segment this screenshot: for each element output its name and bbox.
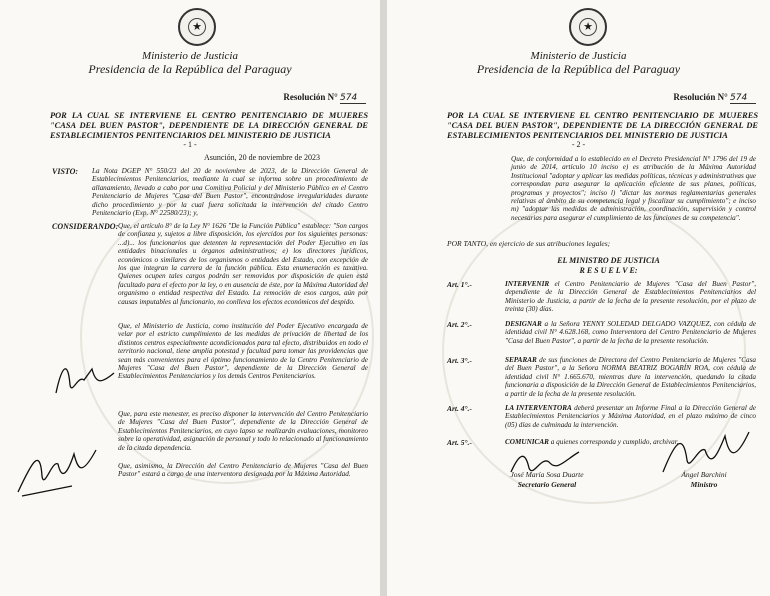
article-3-label: Art. 3°.- (447, 356, 472, 365)
article-2-lead: DESIGNAR (505, 320, 542, 328)
article-2-body: a la Señora YENNY SOLEDAD DELGADO VAZQUEZ, con cédula de identidad civil N° 4.628.168, como Interventora del Centro Penitenciario de Mujeres "Casa del Buen Pastor", a partir de la fecha de la presente resolución. (505, 320, 756, 345)
ministry-name: Ministerio de Justicia (530, 50, 627, 62)
considerando-paragraph-1: Que, el artículo 8° de la Ley N° 1626 "De la Función Pública" establece: "Son cargos de confianza y, sujetos a libre disposición, los ejercidos por los siguientes personas: ...d)... los funcionarios que detenten la representación del Poder Ejecutivo en las entidades binacionales u órganos administrativos; e) los directores jurídicos, económicos o similares de los organismos o entidades del Estado, con excepción de los que integran la carrera de la función pública. Esta enumeración es taxativa. Quienes ocupen tales cargos podrán ser removidos por disposición de quien está facultado para el efecto por la ley, o en ausencia de éste, por la Máxima Autoridad del organismo o entidad respectiva del Estado. La remoción de esos cargos, aún por causas imputables al funcionario, no conlleva los efectos económicos del despido. (118, 222, 368, 306)
article-4-body: deberá presentar un Informe Final a la Dirección General de Establecimientos Penitenciarios y Máxima Autoridad, en el plazo máximo de cinco (05) días de culminada la intervención. (505, 404, 756, 429)
resolution-title: POR LA CUAL SE INTERVIENE EL CENTRO PENITENCIARIO DE MUJERES "CASA DEL BUEN PASTOR", DEPENDIENTE DE LA DIRECCIÓN GENERAL DE ESTABLECIMIENTOS PENITENCIARIOS DEL MINISTERIO DE JUSTICIA (447, 111, 758, 140)
considerando-paragraph-3: Que, para este menester, es preciso disponer la intervención del Centro Penitenciario de Mujeres "Casa del Buen Pastor", dependiente de la Dirección General de Establecimientos Penitenciarios, en cuyo lapso se realizarán evaluaciones, monitoreo sobre la operatividad, asignación de personal y todo lo relacionado al funcionamiento de la citada dependencia. (118, 410, 368, 452)
article-1-label: Art. 1°.- (447, 280, 472, 289)
resolution-title: POR LA CUAL SE INTERVIENE EL CENTRO PENITENCIARIO DE MUJERES "CASA DEL BUEN PASTOR", DEPENDIENTE DE LA DIRECCIÓN GENERAL DE ESTABLECIMIENTOS PENITENCIARIOS DEL MINISTERIO DE JUSTICIA (50, 111, 368, 140)
letterhead (387, 50, 770, 76)
resolution-number-value: 574 (730, 93, 756, 104)
page-gutter (380, 0, 387, 596)
article-2-label: Art. 2°.- (447, 320, 472, 329)
presidency-name: Presidencia de la República del Paraguay (88, 62, 292, 76)
issue-date: Asunción, 20 de noviembre de 2023 (204, 153, 320, 162)
national-seal-icon: ★ (569, 8, 607, 46)
por-tanto-text: POR TANTO, en ejercicio de sus atribuciones legales; (447, 239, 611, 248)
page-number: - 2 - (571, 140, 586, 149)
article-5-label: Art. 5°.- (447, 438, 472, 447)
resolution-label: Resolución N° (673, 92, 728, 102)
resuelve-heading: R E S U E L V E: (579, 266, 638, 275)
minister-heading: EL MINISTRO DE JUSTICIA (557, 256, 660, 265)
document-page-2 (387, 0, 770, 596)
national-seal-icon: ★ (178, 8, 216, 46)
resolution-number (283, 92, 366, 104)
article-1-body: el Centro Penitenciario de Mujeres "Casa del Buen Pastor", dependiente de la Dirección General de Establecimientos Penitenciarios del Ministerio de Justicia, a partir de la fecha de la presente resolución, por el plazo de treinta (30) días. (505, 280, 756, 314)
article-4-label: Art. 4°.- (447, 404, 472, 413)
article-3-lead: SEPARAR (505, 356, 537, 364)
initials-signature (52, 355, 122, 400)
considerando-paragraph-4: Que, asimismo, la Dirección del Centro Penitenciario de Mujeres "Casa del Buen Pastor" estará a cargo de una interventora designada por la Máxima Autoridad. (118, 462, 368, 479)
resolution-label: Resolución N° (283, 92, 338, 102)
signature (12, 442, 102, 502)
article-3-text (505, 356, 756, 398)
presidency-name: Presidencia de la República del Paraguay (476, 62, 681, 76)
ministry-name: Ministerio de Justicia (142, 50, 238, 62)
article-5-lead: COMUNICAR (505, 438, 549, 446)
article-1-lead: INTERVENIR (505, 280, 550, 288)
article-5-body: a quienes corresponda y cumplido, archivar. (548, 438, 679, 446)
letterhead (0, 50, 380, 76)
considerando-paragraph-5: Que, de conformidad a lo establecido en el Decreto Presidencial N° 1796 del 19 de junio de 2014, artículo 10 inciso e) es atribución de la Máxima Autoridad Institucional "adoptar y aplicar las medidas políticas, técnicas y administrativas que correspondan para asegurar la aplicación eficiente de sus planes, políticas, programas y proyectos"; inciso l) "dictar las normas reglamentarias generales relativas al ámbito de su competencia legal y fiscalizar su cumplimiento"; e inciso m) "adoptar las medidas de administración, coordinación, supervisión y control necesarias para asegurar el cumplimiento de las funciones de su competencia". (511, 155, 756, 222)
considerando-label: CONSIDERANDO: (52, 222, 119, 231)
secretary-name: José María Sosa Duarte (510, 470, 584, 479)
visto-label: VISTO: (52, 167, 79, 176)
minister-title: Ministro (690, 480, 718, 489)
secretary-title: Secretario General (517, 480, 577, 489)
document-page-1 (0, 0, 380, 596)
considerando-paragraph-2: Que, el Ministerio de Justicia, como institución del Poder Ejecutivo encargada de velar por el estricto cumplimiento de las medidas de privación de libertad de los distintos centros especialmente acondicionados para tal efecto, distribuidos en todo el territorio nacional, tiene amplia potestad y facultad para tomar las providencias que sean más convenientes para el óptimo funcionamiento de la Centro Penitenciario de Mujeres "Casa del Buen Pastor", dependiente de la Dirección General de Establecimientos Penitenciarios y los demás Centros Penitenciarios. (118, 322, 368, 381)
minister-name: Ángel Barchini (681, 470, 727, 479)
article-1-text (505, 280, 756, 314)
visto-text: La Nota DGEP N° 550/23 del 20 de noviembre de 2023, de la Dirección General de Establecimientos Penitenciarios, mediante la cual se informa sobre un procedimiento de allanamiento, llevado a cabo por una Comitiva Policial y del Ministerio Público en el Centro Penitenciario de Mujeres "Casa del Buen Pastor", encontrándose irregularidades durante dicho procedimiento y por la cual fuera solicitada la intervención del citado Centro Penitenciario (Exp. N° 22580/23); y, (92, 167, 368, 218)
page-number: - 1 - (183, 140, 197, 149)
article-3-body: de sus funciones de Directora del Centro Penitenciario de Mujeres "Casa del Buen Pastor", a la Señora NORMA BEATRIZ BOGARÍN ROA, con cédula de identidad civil N° 1.665.670, mientras dure la intervención, quedando la citada funcionaria a disposición de la Dirección General de Establecimientos Penitenciarios, a partir de la fecha de la presente resolución. (505, 356, 756, 398)
resolution-number (673, 92, 756, 104)
resolution-number-value: 574 (340, 93, 366, 104)
article-2-text (505, 320, 756, 345)
article-4-lead: LA INTERVENTORA (505, 404, 572, 412)
